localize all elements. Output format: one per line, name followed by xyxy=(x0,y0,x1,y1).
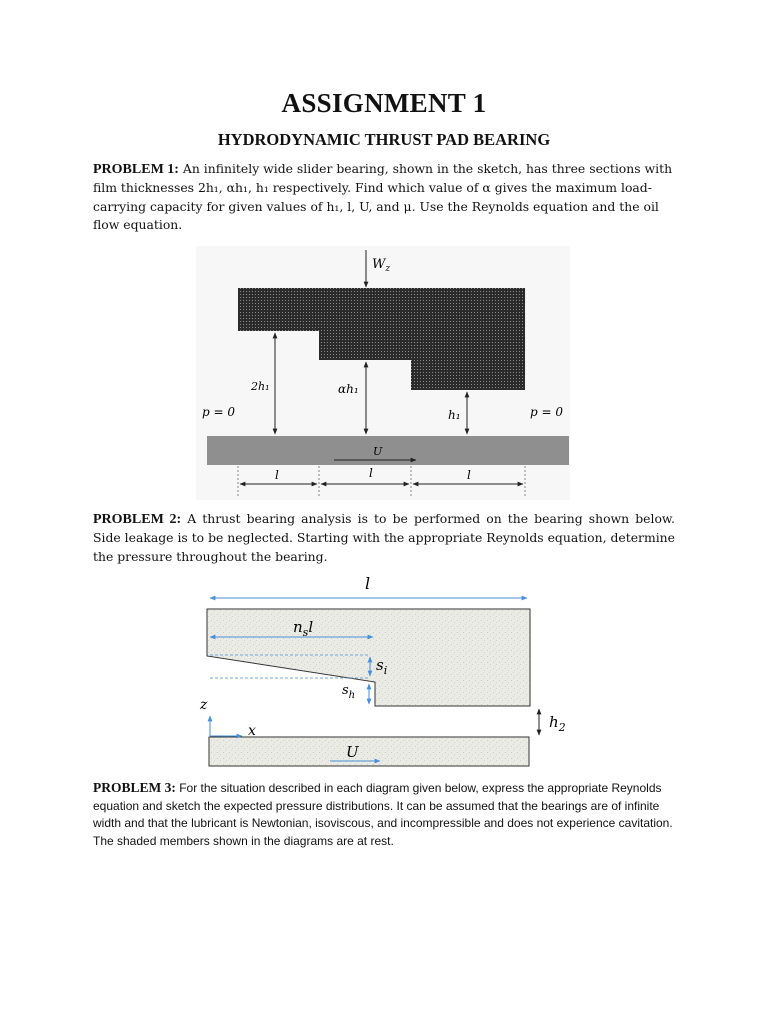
page-title: ASSIGNMENT 1 xyxy=(281,88,487,118)
length-label: l xyxy=(365,574,371,593)
problem-1-text: An infinitely wide slider bearing, shown in the sketch, has three sections with film thicknesses 2h₁, αh₁, h₁ respectively. Find which value of α gives the maximum load-carrying capacity for given values of h₁, l, U, and μ. Use the Reynolds equation and the oil flow equation. xyxy=(93,161,673,232)
pressure-right: p = 0 xyxy=(530,405,563,419)
problem-3-label: PROBLEM 3: xyxy=(93,780,176,795)
pressure-left: p = 0 xyxy=(202,405,235,419)
velocity-label: U xyxy=(373,445,383,458)
load-label: $W_z$ xyxy=(372,257,391,274)
length-label-3: l xyxy=(467,468,471,482)
runner xyxy=(207,436,569,465)
problem-3-text: For the situation described in each diagram given below, express the appropriate Reynolds equation and sketch the expected pressure distributions. It can be assumed that the bearings are of infinite width and that the lubricant is Newtonian, isoviscous, and incompressible and does not experience cavitation. The shaded members shown in the diagrams are at rest. xyxy=(93,781,673,848)
sh-label: $s_h$ xyxy=(342,683,356,701)
problem-1-label: PROBLEM 1: xyxy=(93,162,179,177)
figure-2-thrust-bearing xyxy=(199,574,566,766)
ns-label: $n_sl$ xyxy=(293,618,314,639)
runner-2 xyxy=(209,737,529,766)
velocity-label-2: U xyxy=(346,743,359,761)
film-label-2: αh₁ xyxy=(338,382,359,396)
problem-2-text: A thrust bearing analysis is to be performed on the bearing shown below. Side leakage is to be neglected. Starting with the appropriate Reynolds equation, determine the pressure throughout the bearing. xyxy=(93,511,675,564)
z-label: z xyxy=(200,697,208,713)
length-label-2: l xyxy=(369,466,373,480)
problem-3 xyxy=(93,779,675,850)
film-label-3: h₁ xyxy=(448,408,461,422)
length-label-1: l xyxy=(275,468,279,482)
page-subtitle: HYDRODYNAMIC THRUST PAD BEARING xyxy=(217,130,551,149)
problem-2-label: PROBLEM 2: xyxy=(93,512,182,527)
problem-2 xyxy=(93,510,675,566)
film-label-1: 2h₁ xyxy=(251,380,270,393)
h2-label: $h_2$ xyxy=(549,713,566,734)
x-label: x xyxy=(248,723,256,739)
si-label: $s_i$ xyxy=(376,656,388,677)
